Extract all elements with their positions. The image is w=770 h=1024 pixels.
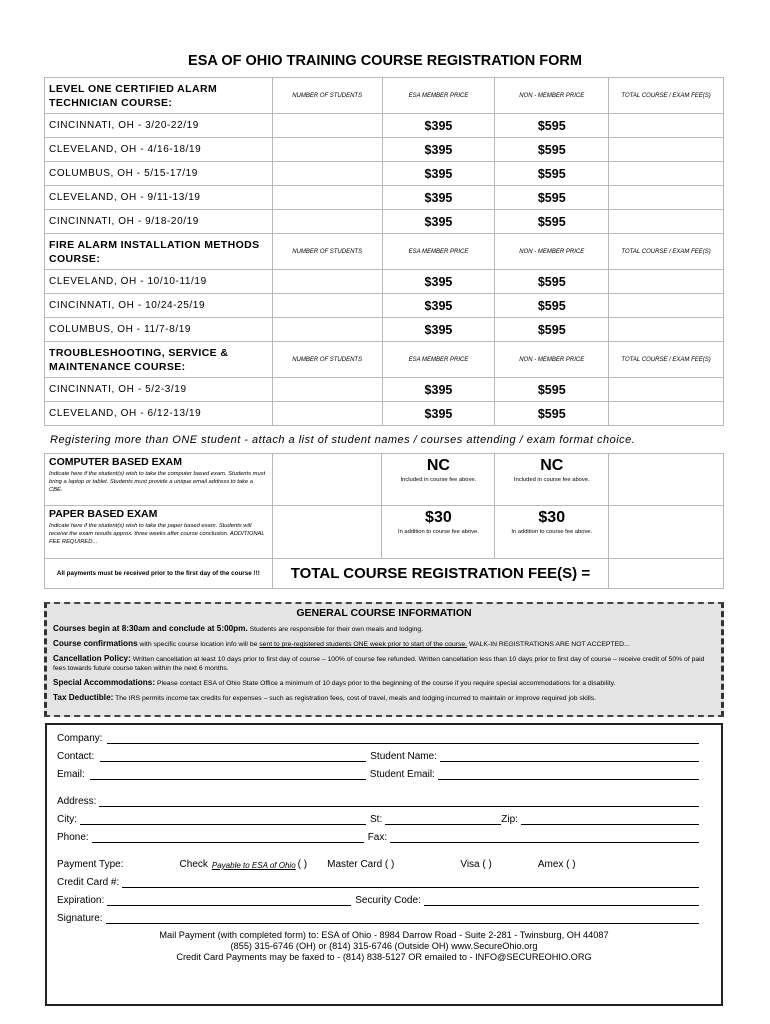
zip-label: Zip: — [501, 814, 518, 825]
phone-website: (855) 315-6746 (OH) or (814) 315-6746 (Outside OH) www.SecureOhio.org — [230, 941, 538, 951]
exam-fee-note: In addition to course fee above. — [397, 529, 479, 535]
exam-nonmember-price: NC — [540, 457, 564, 474]
nonmember-price-header: NON - MEMBER PRICE — [495, 234, 609, 270]
credit-card-row — [57, 877, 699, 888]
exam-description: Indicate here if the student(s) wish to take the paper based exam. Students will receive the exam results approx. three weeks after course conclusion. ADDITIONAL FEE REQUIRED... — [49, 523, 265, 545]
expiration-row — [57, 895, 699, 906]
total-input[interactable] — [609, 114, 724, 138]
fax-label: Fax: — [367, 832, 388, 843]
tax-head: Tax Deductible: — [53, 693, 114, 702]
mastercard-option[interactable]: Master Card ( ) — [327, 859, 395, 870]
exam-fee-note: Included in course fee above. — [400, 477, 477, 483]
fax-email-info: Credit Card Payments may be faxed to - (814) 838-5127 OR emailed to - INFO@SECUREOHIO.ORG — [176, 952, 592, 962]
course-header-row — [45, 78, 724, 114]
phone-row — [57, 832, 699, 843]
exam-member-price: NC — [426, 457, 450, 474]
contact-label: Contact: — [57, 751, 95, 762]
nonmember-price: $595 — [495, 402, 609, 426]
city-field[interactable] — [80, 814, 366, 825]
total-input[interactable] — [609, 270, 724, 294]
member-price: $395 — [382, 138, 495, 162]
session-label: CINCINNATI, OH - 10/24-25/19 — [45, 294, 273, 318]
nonmember-price-header: NON - MEMBER PRICE — [495, 78, 609, 114]
company-row — [57, 733, 699, 744]
state-label: St: — [370, 814, 383, 825]
students-input[interactable] — [272, 210, 382, 234]
students-header: NUMBER OF STUDENTS — [272, 342, 382, 378]
phone-label: Phone: — [57, 832, 89, 843]
session-label: CINCINNATI, OH - 9/18-20/19 — [45, 210, 273, 234]
email-label: Email: — [57, 769, 85, 780]
confirmation-link-text: sent to pre-registered students ONE week prior to start of the course. — [259, 641, 468, 648]
exam-cell — [45, 506, 273, 559]
nonmember-price: $595 — [495, 270, 609, 294]
exam-nonmember-cell — [495, 454, 609, 506]
students-header: NUMBER OF STUDENTS — [272, 234, 382, 270]
session-label: COLUMBUS, OH - 11/7-8/19 — [45, 318, 273, 342]
exam-nonmember-price: $30 — [538, 509, 566, 526]
confirmation-text: with specific course location info will be — [139, 641, 258, 648]
session-row — [45, 186, 724, 210]
payment-type-label: Payment Type: — [57, 859, 124, 870]
member-price: $395 — [382, 318, 495, 342]
total-row — [45, 559, 724, 589]
security-code-label: Security Code: — [355, 895, 421, 906]
session-label: CLEVELAND, OH - 10/10-11/19 — [45, 270, 273, 294]
exam-total-input[interactable] — [609, 506, 724, 559]
total-input[interactable] — [609, 162, 724, 186]
cancellation-head: Cancellation Policy: — [53, 654, 131, 663]
students-input[interactable] — [272, 378, 382, 402]
exam-fee-note: In addition to course fee above. — [511, 529, 593, 535]
security-code-field[interactable] — [424, 895, 699, 906]
phone-field[interactable] — [92, 832, 364, 843]
member-price: $395 — [382, 186, 495, 210]
course-title: LEVEL ONE CERTIFIED ALARM TECHNICIAN COURSE: — [45, 78, 273, 114]
member-price: $395 — [382, 294, 495, 318]
total-label-cell — [272, 559, 609, 589]
member-price: $395 — [382, 378, 495, 402]
member-price-header: ESA MEMBER PRICE — [382, 342, 495, 378]
nonmember-price: $595 — [495, 378, 609, 402]
schedule-info — [53, 624, 715, 634]
session-row — [45, 402, 724, 426]
total-input[interactable] — [609, 138, 724, 162]
company-label: Company: — [57, 733, 103, 744]
contact-field[interactable] — [100, 751, 366, 762]
exam-total-input[interactable] — [609, 454, 724, 506]
nonmember-price-header: NON - MEMBER PRICE — [495, 342, 609, 378]
confirmation-head: Course confirmations — [53, 639, 138, 648]
email-row — [57, 769, 699, 780]
fax-field[interactable] — [390, 832, 699, 843]
session-row — [45, 138, 724, 162]
confirmation-info — [53, 639, 715, 649]
student-name-label: Student Name: — [370, 751, 437, 762]
exam-cell — [45, 454, 273, 506]
confirmation-tail: WALK-IN REGISTRATIONS ARE NOT ACCEPTED... — [468, 641, 630, 648]
schedule-head: Courses begin at 8:30am and conclude at 5:00pm. — [53, 624, 248, 633]
schedule-text: Students are responsible for their own meals and lodging. — [249, 626, 424, 633]
expiration-field[interactable] — [107, 895, 351, 906]
accommodations-head: Special Accommodations: — [53, 678, 156, 687]
accommodations-text: Please contact ESA of Ohio State Office a minimum of 10 days prior to the beginning of the course if you require special accommodations for a disability. — [156, 680, 616, 687]
contact-row — [57, 751, 699, 762]
student-name-field[interactable] — [440, 751, 699, 762]
state-field[interactable] — [385, 814, 501, 825]
member-price: $395 — [382, 270, 495, 294]
payment-warning: All payments must be received prior to the first day of the course !!! — [56, 570, 260, 577]
nonmember-price: $595 — [495, 294, 609, 318]
exam-title: COMPUTER BASED EXAM — [49, 456, 183, 468]
session-row — [45, 378, 724, 402]
exam-member-price: $30 — [425, 509, 452, 526]
exam-select-box[interactable] — [272, 506, 382, 559]
address-label: Address: — [57, 796, 97, 807]
member-price: $395 — [382, 210, 495, 234]
students-input[interactable] — [272, 270, 382, 294]
student-email-field[interactable] — [438, 769, 699, 780]
credit-card-label: Credit Card #: — [57, 877, 120, 888]
city-label: City: — [57, 814, 77, 825]
nonmember-price: $595 — [495, 318, 609, 342]
visa-option[interactable]: Visa ( ) — [460, 859, 492, 870]
address-field[interactable] — [99, 796, 699, 807]
session-label: CLEVELAND, OH - 4/16-18/19 — [45, 138, 273, 162]
payment-type-row — [57, 859, 699, 870]
cancellation-text: Written cancellation at least 10 days prior to first day of course – 100% of course fee refunded. Written cancellation less than 10 days prior to first day of course – receive credit of 50% of paid fees towards future course taken within the next 6 months. — [53, 656, 705, 672]
students-input[interactable] — [272, 402, 382, 426]
payment-warning-cell — [45, 559, 273, 589]
general-info-title: GENERAL COURSE INFORMATION — [296, 607, 472, 619]
nonmember-price: $595 — [495, 210, 609, 234]
total-fee-header: TOTAL COURSE / EXAM FEE(S) — [609, 234, 724, 270]
students-input[interactable] — [272, 114, 382, 138]
session-label: CLEVELAND, OH - 9/11-13/19 — [45, 186, 273, 210]
course-header-row — [45, 342, 724, 378]
students-input[interactable] — [272, 162, 382, 186]
exam-nonmember-cell — [495, 506, 609, 559]
students-input[interactable] — [272, 294, 382, 318]
member-price: $395 — [382, 402, 495, 426]
total-fee-header: TOTAL COURSE / EXAM FEE(S) — [609, 78, 724, 114]
exam-title: PAPER BASED EXAM — [49, 508, 158, 520]
member-price: $395 — [382, 162, 495, 186]
total-input[interactable] — [609, 294, 724, 318]
company-field[interactable] — [107, 733, 699, 744]
total-fee-header: TOTAL COURSE / EXAM FEE(S) — [609, 342, 724, 378]
session-row — [45, 270, 724, 294]
check-option[interactable]: ( ) — [297, 859, 308, 870]
member-price: $395 — [382, 114, 495, 138]
total-fee-label: TOTAL COURSE REGISTRATION FEE(S) = — [290, 565, 591, 582]
exam-row — [45, 454, 724, 506]
total-input[interactable] — [609, 378, 724, 402]
course-title: TROUBLESHOOTING, SERVICE & MAINTENANCE COURSE: — [45, 342, 273, 378]
nonmember-price: $595 — [495, 186, 609, 210]
exam-select-box[interactable] — [272, 454, 382, 506]
mail-address: Mail Payment (with completed form) to: ESA of Ohio - 8984 Darrow Road - Suite 2-281 - Twinsburg, OH 44087 — [159, 930, 609, 940]
exam-row — [45, 506, 724, 559]
member-price-header: ESA MEMBER PRICE — [382, 78, 495, 114]
nonmember-price: $595 — [495, 114, 609, 138]
course-header-row — [45, 234, 724, 270]
exam-description: Indicate here if the student(s) wish to take the computer based exam. Students must bring a laptop or tablet. Students must provide a unique email address to take a CBE. — [49, 471, 266, 493]
nonmember-price: $595 — [495, 138, 609, 162]
address-row — [57, 796, 699, 807]
expiration-label: Expiration: — [57, 895, 105, 906]
students-header: NUMBER OF STUDENTS — [272, 78, 382, 114]
session-row — [45, 318, 724, 342]
nonmember-price: $595 — [495, 162, 609, 186]
city-row — [57, 814, 699, 825]
check-payable-note: Payable to ESA of Ohio — [211, 861, 296, 870]
form-title: ESA OF OHIO TRAINING COURSE REGISTRATION FORM — [188, 53, 582, 69]
session-row — [45, 162, 724, 186]
session-row — [45, 294, 724, 318]
general-info-box — [44, 602, 724, 717]
session-row — [45, 210, 724, 234]
cancellation-info — [53, 654, 715, 673]
tax-text: The IRS permits income tax credits for expenses – such as registration fees, cost of travel, meals and lodging incurred to maintain or improve required job skills. — [115, 695, 597, 702]
check-label: Check — [179, 859, 208, 870]
signature-label: Signature: — [57, 913, 103, 924]
total-fee-input[interactable] — [609, 559, 724, 589]
total-input[interactable] — [609, 210, 724, 234]
total-input[interactable] — [609, 186, 724, 210]
exam-fee-note: Included in course fee above. — [513, 477, 590, 483]
exam-member-cell — [382, 506, 495, 559]
students-input[interactable] — [272, 186, 382, 210]
session-row — [45, 114, 724, 138]
exam-fee-table — [44, 453, 724, 589]
total-input[interactable] — [609, 402, 724, 426]
credit-card-field[interactable] — [122, 877, 699, 888]
zip-field[interactable] — [521, 814, 699, 825]
multi-student-note: Registering more than ONE student - attach a list of student names / courses attending / exam format choice. — [50, 434, 636, 446]
session-label: CLEVELAND, OH - 6/12-13/19 — [45, 402, 273, 426]
contact-payment-form — [45, 723, 723, 1006]
signature-row — [57, 913, 699, 924]
exam-member-cell — [382, 454, 495, 506]
course-title: FIRE ALARM INSTALLATION METHODS COURSE: — [45, 234, 273, 270]
session-label: CINCINNATI, OH - 5/2-3/19 — [45, 378, 273, 402]
students-input[interactable] — [272, 318, 382, 342]
email-field[interactable] — [90, 769, 366, 780]
member-price-header: ESA MEMBER PRICE — [382, 234, 495, 270]
accommodations-info — [53, 678, 715, 688]
students-input[interactable] — [272, 138, 382, 162]
total-input[interactable] — [609, 318, 724, 342]
amex-option[interactable]: Amex ( ) — [537, 859, 576, 870]
course-table — [44, 77, 724, 426]
session-label: COLUMBUS, OH - 5/15-17/19 — [45, 162, 273, 186]
student-email-label: Student Email: — [369, 769, 435, 780]
tax-info — [53, 693, 715, 703]
signature-field[interactable] — [106, 913, 699, 924]
session-label: CINCINNATI, OH - 3/20-22/19 — [45, 114, 273, 138]
